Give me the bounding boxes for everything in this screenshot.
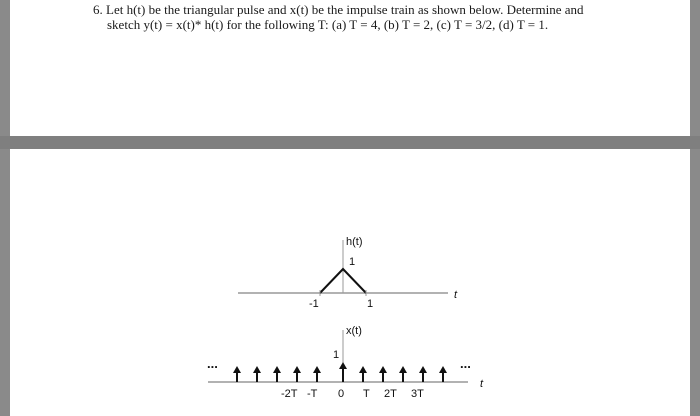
impulse-arrowhead (293, 366, 301, 373)
impulse-train (233, 362, 447, 382)
impulse-arrowhead (273, 366, 281, 373)
impulse-arrowhead (399, 366, 407, 373)
x-left-dots: ... (207, 356, 218, 371)
impulse-arrowhead (339, 362, 347, 369)
x-tick-3T: 3T (411, 388, 424, 400)
h-function-label: h(t) (346, 236, 363, 248)
h-right-tick-label: 1 (367, 298, 374, 310)
x-impulse-height-label: 1 (333, 349, 340, 361)
x-tick-minus-T: -T (307, 388, 318, 400)
x-tick-T: T (363, 388, 370, 400)
impulse-arrowhead (439, 366, 447, 373)
impulse-arrowhead (313, 366, 321, 373)
h-peak-label: 1 (349, 256, 356, 268)
x-axis-label: t (480, 378, 484, 390)
impulse-arrowhead (379, 366, 387, 373)
impulse-arrowhead (253, 366, 261, 373)
problem-line-1: 6. Let h(t) be the triangular pulse and x(t) be the impulse train as shown below. Determine and (93, 2, 584, 17)
h-axis-label: t (454, 289, 458, 301)
impulse-arrowhead (359, 366, 367, 373)
x-tick-minus-2T: -2T (281, 388, 298, 400)
x-function-label: x(t) (346, 325, 362, 337)
x-tick-zero: 0 (338, 388, 345, 400)
problem-line-2: sketch y(t) = x(t)* h(t) for the following T: (a) T = 4, (b) T = 2, (c) T = 3/2, (d) T = 1. (107, 17, 549, 32)
h-left-tick-label: -1 (309, 298, 319, 310)
impulse-arrowhead (419, 366, 427, 373)
x-tick-2T: 2T (384, 388, 397, 400)
x-right-dots: ... (460, 356, 471, 371)
impulse-arrowhead (233, 366, 241, 373)
